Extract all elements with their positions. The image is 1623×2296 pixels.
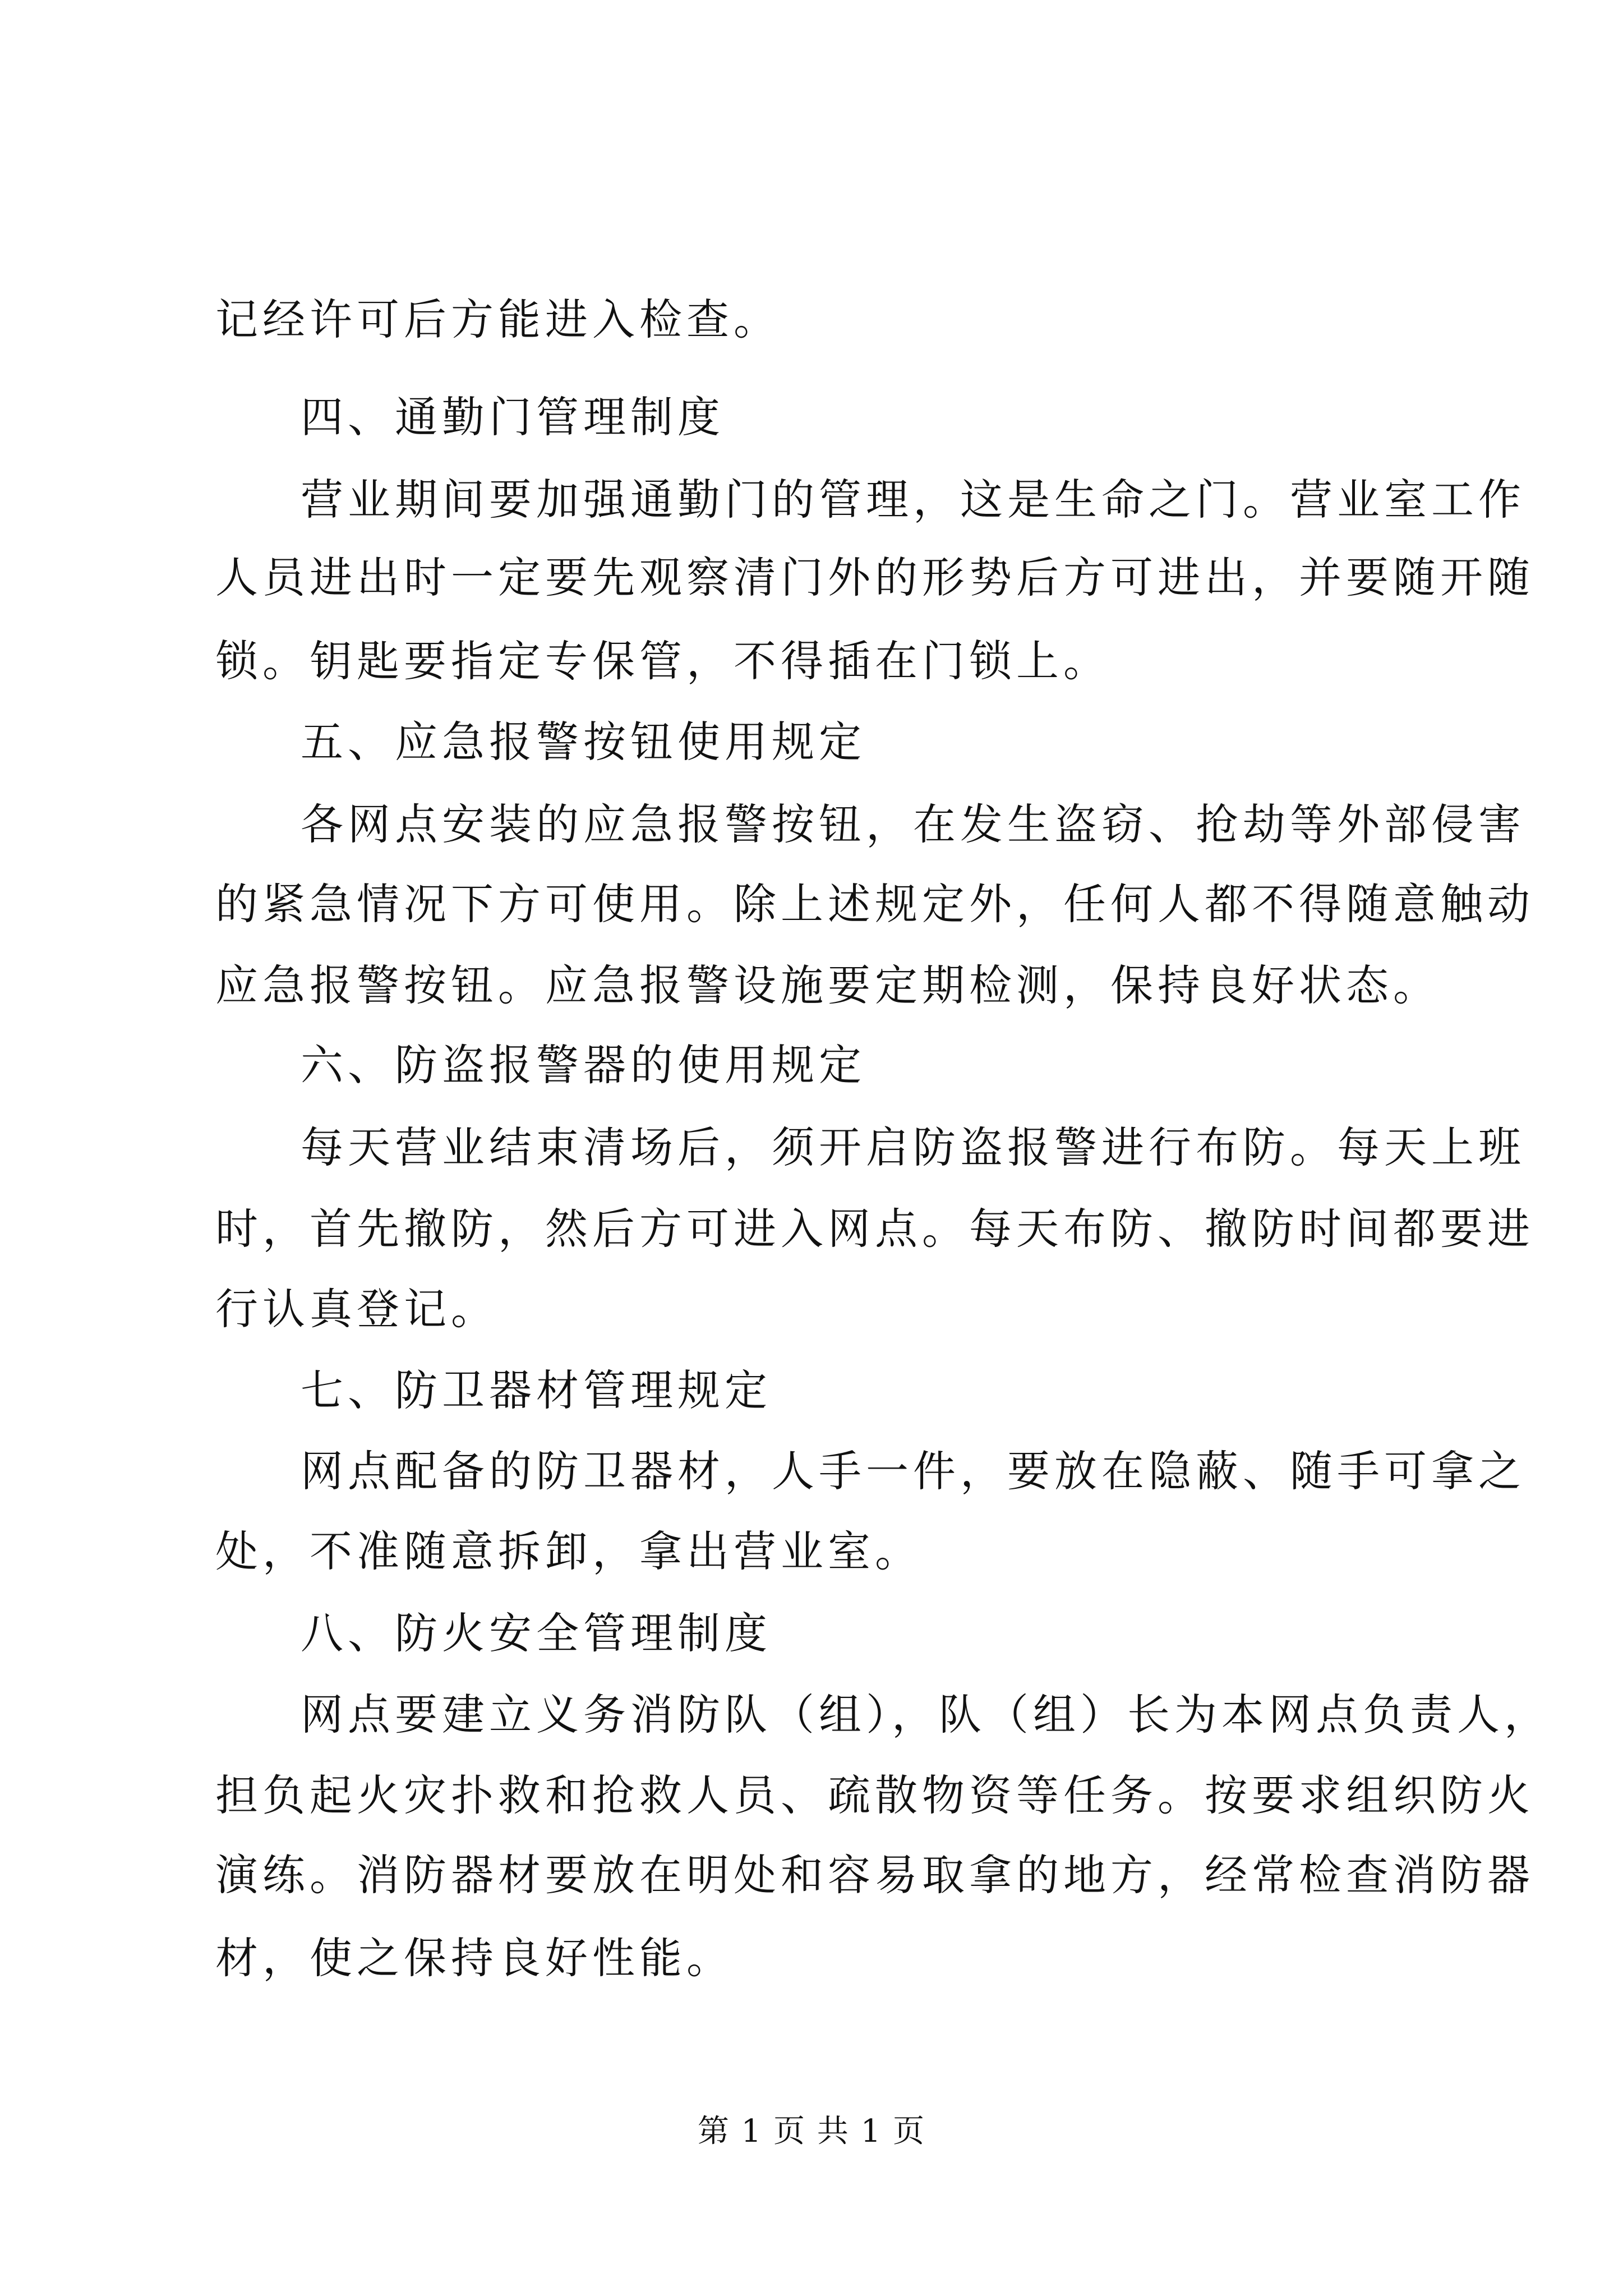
section-heading: 八、防火安全管理制度 [301, 1608, 772, 1658]
section-heading: 六、防盗报警器的使用规定 [301, 1040, 866, 1090]
text-line: 每天营业结束清场后，须开启防盗报警进行布防。每天上班 [301, 1122, 1525, 1172]
text-line: 应急报警按钮。应急报警设施要定期检测，保持良好状态。 [215, 960, 1440, 1010]
text-line: 演练。消防器材要放在明处和容易取拿的地方，经常检查消防器 [215, 1850, 1534, 1900]
page-number-footer: 第 1 页 共 1 页 [697, 2113, 926, 2150]
text-line: 担负起火灾扑救和抢救人员、疏散物资等任务。按要求组织防火 [215, 1770, 1534, 1820]
text-line: 的紧急情况下方可使用。除上述规定外，任何人都不得随意触动 [215, 879, 1534, 929]
text-line: 处，不准随意拆卸，拿出营业室。 [215, 1526, 922, 1576]
text-line: 人员进出时一定要先观察清门外的形势后方可进出，并要随开随 [215, 553, 1534, 602]
text-line: 各网点安装的应急报警按钮，在发生盗窃、抢劫等外部侵害 [301, 799, 1525, 849]
text-line: 行认真登记。 [215, 1284, 498, 1334]
text-line: 锁。钥匙要指定专保管，不得插在门锁上。 [215, 636, 1110, 686]
text-line: 记经许可后方能进入检查。 [215, 295, 781, 344]
section-heading: 四、通勤门管理制度 [301, 392, 725, 442]
section-heading: 七、防卫器材管理规定 [301, 1365, 772, 1415]
text-line: 材，使之保持良好性能。 [215, 1933, 734, 1983]
section-heading: 五、应急报警按钮使用规定 [301, 717, 866, 767]
text-line: 网点配备的防卫器材，人手一件，要放在隐蔽、随手可拿之 [301, 1446, 1525, 1496]
text-line: 时，首先撤防，然后方可进入网点。每天布防、撤防时间都要进 [215, 1204, 1534, 1254]
text-line: 营业期间要加强通勤门的管理，这是生命之门。营业室工作 [301, 475, 1525, 524]
text-line: 网点要建立义务消防队（组），队（组）长为本网点负责人， [301, 1690, 1551, 1740]
